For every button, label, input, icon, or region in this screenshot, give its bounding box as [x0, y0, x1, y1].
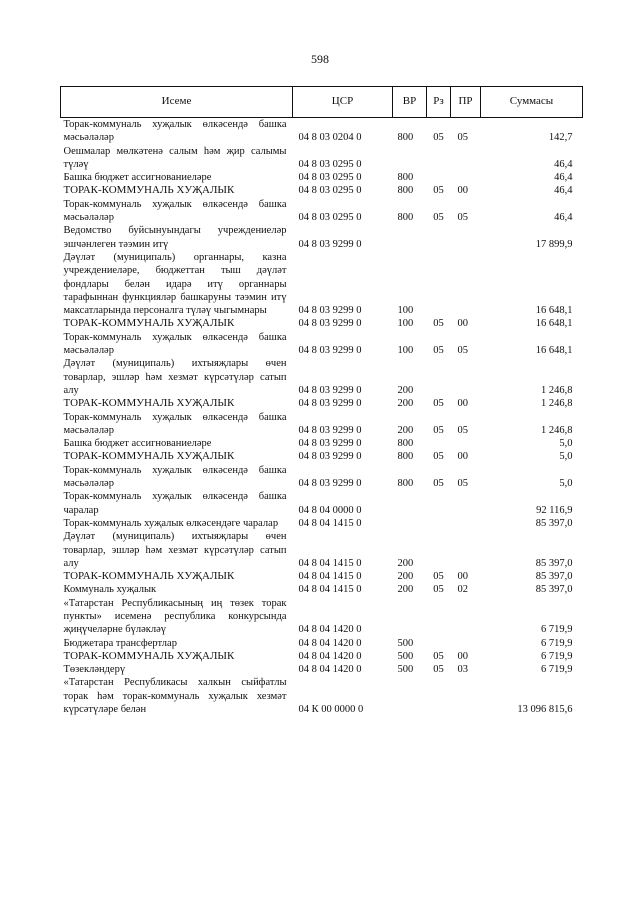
cell-vr: 200	[397, 571, 414, 583]
table-header-row	[61, 87, 583, 118]
cell-vr: 200	[397, 557, 414, 569]
cell-name: Коммуналь хуҗалык	[63, 584, 157, 596]
cell-rz: 05	[433, 318, 444, 330]
table-row	[61, 663, 583, 676]
cell-vr: 800	[397, 172, 414, 184]
cell-rz: 05	[433, 212, 444, 224]
cell-sum: 1 246,8	[541, 398, 573, 410]
cell-pr	[451, 637, 481, 650]
cell-rz: 05	[433, 424, 444, 436]
cell-rz	[427, 597, 451, 637]
cell-rz: 05	[433, 345, 444, 357]
cell-vr: 500	[397, 637, 414, 649]
table-row	[61, 224, 583, 251]
cell-sum: 46,4	[554, 212, 573, 224]
table-row	[61, 517, 583, 530]
cell-sum: 17 899,9	[535, 238, 573, 250]
cell-pr	[451, 357, 481, 397]
cell-csr: 04 8 03 0295 0	[298, 185, 362, 197]
column-header-vr: ВР	[393, 87, 427, 118]
cell-rz: 05	[433, 185, 444, 197]
cell-name: Оешмалар мөлкәтенә салым һәм җир салымы түләү	[63, 145, 287, 170]
cell-pr	[451, 517, 481, 530]
cell-rz: 05	[433, 650, 444, 662]
table-row	[61, 650, 583, 663]
table-row	[61, 397, 583, 410]
cell-name: ТОРАК-КОММУНАЛЬ ХУҖАЛЫК	[63, 184, 235, 197]
cell-csr: 04 8 03 9299 0	[298, 438, 362, 450]
table-row	[61, 171, 583, 184]
cell-pr: 00	[457, 398, 468, 410]
cell-vr: 800	[397, 185, 414, 197]
cell-name: Төзекләндерү	[63, 664, 126, 676]
table-row	[61, 118, 583, 145]
cell-pr	[451, 224, 481, 251]
cell-pr: 00	[457, 650, 468, 662]
cell-csr: 04 8 03 0295 0	[298, 158, 362, 170]
cell-rz	[427, 171, 451, 184]
column-header-rz: Рз	[427, 87, 451, 118]
cell-pr: 00	[457, 318, 468, 330]
table-body	[61, 118, 583, 717]
table-row	[61, 530, 583, 570]
cell-sum: 46,4	[554, 172, 573, 184]
cell-csr: 04 8 04 1420 0	[298, 637, 362, 649]
cell-rz: 05	[433, 584, 444, 596]
table-row	[61, 570, 583, 583]
cell-sum: 5,0	[559, 438, 573, 450]
cell-pr: 00	[457, 185, 468, 197]
cell-vr: 800	[397, 212, 414, 224]
column-header-pr: ПР	[451, 87, 481, 118]
cell-rz	[427, 437, 451, 450]
cell-pr: 05	[457, 132, 468, 144]
cell-csr: 04 8 03 9299 0	[298, 424, 362, 436]
cell-name: Торак-коммуналь хуҗалык өлкәсендә башка мәсьәләләр	[63, 119, 287, 144]
cell-pr	[451, 676, 481, 716]
cell-name: Торак-коммуналь хуҗалык өлкәсендәге чаралар	[63, 517, 279, 529]
cell-pr: 05	[457, 478, 468, 490]
cell-csr: 04 8 03 0295 0	[298, 212, 362, 224]
cell-vr: 200	[397, 384, 414, 396]
cell-sum: 6 719,9	[541, 624, 573, 636]
cell-csr: 04 8 03 9299 0	[298, 398, 362, 410]
cell-rz	[427, 251, 451, 317]
cell-csr: 04 8 04 1420 0	[298, 664, 362, 676]
cell-vr	[393, 676, 427, 716]
table-row	[61, 464, 583, 491]
cell-name: Башка бюджет ассигнованиеләре	[63, 172, 212, 184]
cell-csr: 04 8 04 1415 0	[298, 571, 362, 583]
cell-vr	[393, 224, 427, 251]
budget-table	[60, 86, 583, 716]
cell-pr	[451, 530, 481, 570]
cell-pr	[451, 490, 481, 517]
cell-rz: 05	[433, 398, 444, 410]
cell-vr	[393, 490, 427, 517]
cell-pr	[451, 145, 481, 172]
cell-vr: 100	[397, 305, 414, 317]
table-row	[61, 145, 583, 172]
cell-vr: 800	[397, 478, 414, 490]
cell-sum: 1 246,8	[541, 384, 573, 396]
cell-sum: 85 397,0	[535, 517, 573, 529]
cell-sum: 142,7	[548, 132, 573, 144]
cell-sum: 5,0	[559, 451, 573, 463]
cell-name: ТОРАК-КОММУНАЛЬ ХУҖАЛЫК	[63, 649, 235, 662]
cell-csr: 04 8 03 9299 0	[298, 345, 362, 357]
table-row	[61, 198, 583, 225]
cell-name: Торак-коммуналь хуҗалык өлкәсендә башка мәсьәләләр	[63, 198, 287, 224]
cell-vr: 200	[397, 584, 414, 596]
cell-csr: 04 8 04 1415 0	[298, 584, 362, 596]
cell-name: Дәүләт (муниципаль) ихтыяҗлары өчен товарлар, эшләр һәм хезмәт күрсәтүләр сатып алу	[63, 358, 287, 396]
cell-rz	[427, 530, 451, 570]
table-row	[61, 251, 583, 317]
cell-vr: 500	[397, 650, 414, 662]
cell-csr: 04 8 04 1420 0	[298, 624, 362, 636]
table-row	[61, 317, 583, 330]
cell-vr	[393, 517, 427, 530]
cell-pr	[451, 171, 481, 184]
cell-sum: 6 719,9	[541, 637, 573, 649]
cell-csr: 04 8 04 1415 0	[298, 517, 362, 529]
table-row	[61, 490, 583, 517]
cell-rz	[427, 637, 451, 650]
cell-vr: 100	[397, 318, 414, 330]
cell-csr: 04 8 03 9299 0	[298, 238, 362, 250]
cell-vr: 200	[397, 398, 414, 410]
cell-csr: 04 8 03 9299 0	[298, 318, 362, 330]
cell-sum: 16 648,1	[535, 305, 573, 317]
cell-sum: 46,4	[554, 185, 573, 197]
cell-sum: 6 719,9	[541, 664, 573, 676]
cell-csr: 04 8 03 9299 0	[298, 478, 362, 490]
cell-sum: 85 397,0	[535, 557, 573, 569]
table-row	[61, 411, 583, 438]
cell-csr: 04 К 00 0000 0	[298, 704, 364, 716]
cell-name: ТОРАК-КОММУНАЛЬ ХУҖАЛЫК	[63, 570, 235, 583]
cell-name: Торак-коммуналь хуҗалык өлкәсендә башка мәсьәләләр	[63, 464, 287, 490]
table-row	[61, 637, 583, 650]
cell-rz: 05	[433, 571, 444, 583]
cell-vr: 500	[397, 664, 414, 676]
cell-vr: 800	[397, 451, 414, 463]
cell-rz	[427, 145, 451, 172]
cell-rz	[427, 357, 451, 397]
cell-sum: 6 719,9	[541, 650, 573, 662]
cell-pr: 00	[457, 571, 468, 583]
cell-vr: 800	[397, 438, 414, 450]
column-header-csr: ЦСР	[293, 87, 393, 118]
cell-pr: 00	[457, 451, 468, 463]
table-row	[61, 450, 583, 463]
cell-csr: 04 8 03 0295 0	[298, 172, 362, 184]
cell-name: ТОРАК-КОММУНАЛЬ ХУҖАЛЫК	[63, 317, 235, 330]
cell-sum: 92 116,9	[536, 504, 573, 516]
cell-vr	[393, 145, 427, 172]
cell-pr	[451, 597, 481, 637]
cell-csr: 04 8 03 9299 0	[298, 384, 362, 396]
cell-vr: 800	[397, 132, 414, 144]
cell-name: ТОРАК-КОММУНАЛЬ ХУҖАЛЫК	[63, 450, 235, 463]
table-row	[61, 331, 583, 358]
cell-rz: 05	[433, 451, 444, 463]
cell-name: Торак-коммуналь хуҗалык өлкәсендә башка чаралар	[63, 491, 287, 516]
cell-csr: 04 8 03 9299 0	[298, 451, 362, 463]
cell-csr: 04 8 04 1420 0	[298, 650, 362, 662]
cell-vr: 100	[397, 345, 414, 357]
cell-pr: 02	[457, 584, 468, 596]
cell-csr: 04 8 04 0000 0	[298, 504, 362, 516]
cell-pr	[451, 251, 481, 317]
column-header-sum: Суммасы	[481, 87, 583, 118]
table-row	[61, 357, 583, 397]
table-row	[61, 437, 583, 450]
cell-pr: 05	[457, 424, 468, 436]
cell-sum: 1 246,8	[541, 424, 573, 436]
cell-name: Торак-коммуналь хуҗалык өлкәсендә башка мәсьәләләр	[63, 331, 287, 357]
table-row	[61, 597, 583, 637]
cell-sum: 16 648,1	[535, 318, 573, 330]
cell-name: «Татарстан Республикасы халкын сыйфатлы торак һәм торак-коммуналь хуҗалык хезмәт күрсәтүләре белән	[63, 677, 287, 716]
cell-name: Ведомство буйсынуындагы учреждениеләр эшчәнлеген тәэмин итү	[63, 225, 287, 250]
cell-csr: 04 8 03 9299 0	[298, 305, 362, 317]
cell-rz	[427, 517, 451, 530]
cell-name: Дәүләт (муниципаль) ихтыяҗлары өчен товарлар, эшләр һәм хезмәт күрсәтүләр сатып алу	[63, 531, 287, 569]
table-row	[61, 583, 583, 596]
cell-vr: 200	[397, 424, 414, 436]
cell-rz: 05	[433, 478, 444, 490]
cell-sum: 46,4	[554, 158, 573, 170]
cell-vr	[393, 597, 427, 637]
cell-rz	[427, 224, 451, 251]
cell-rz	[427, 490, 451, 517]
cell-csr: 04 8 03 0204 0	[298, 132, 362, 144]
table-row	[61, 676, 583, 716]
cell-sum: 5,0	[559, 478, 573, 490]
cell-name: ТОРАК-КОММУНАЛЬ ХУҖАЛЫК	[63, 397, 235, 410]
cell-sum: 13 096 815,6	[517, 704, 573, 716]
cell-pr: 05	[457, 345, 468, 357]
cell-rz: 05	[433, 664, 444, 676]
cell-sum: 85 397,0	[535, 571, 573, 583]
cell-csr: 04 8 04 1415 0	[298, 557, 362, 569]
cell-name: Башка бюджет ассигнованиеләре	[63, 438, 212, 450]
cell-name: Дәүләт (муниципаль) органнары, казна учреждениеләре, бюджеттан тыш дәүләт фондлары белән идарә итү органнары тарафыннан функцияләр башкаруны тәэмин итү максатларында персоналга түләү чыгымнары	[63, 251, 287, 317]
cell-name: Бюджетара трансфертлар	[63, 637, 177, 649]
cell-name: «Татарстан Республикасының иң төзек торак пункты» исеменә республика конкурсында җиңүчеләрне бүләкләү	[63, 597, 287, 636]
cell-sum: 85 397,0	[535, 584, 573, 596]
cell-name: Торак-коммуналь хуҗалык өлкәсендә башка мәсьәләләр	[63, 411, 287, 436]
table-row	[61, 184, 583, 197]
page-number: 598	[311, 52, 329, 66]
cell-pr	[451, 437, 481, 450]
cell-rz: 05	[433, 132, 444, 144]
cell-sum: 16 648,1	[535, 345, 573, 357]
cell-pr: 05	[457, 212, 468, 224]
cell-pr: 03	[457, 664, 468, 676]
cell-rz	[427, 676, 451, 716]
column-header-name: Исеме	[61, 87, 293, 118]
